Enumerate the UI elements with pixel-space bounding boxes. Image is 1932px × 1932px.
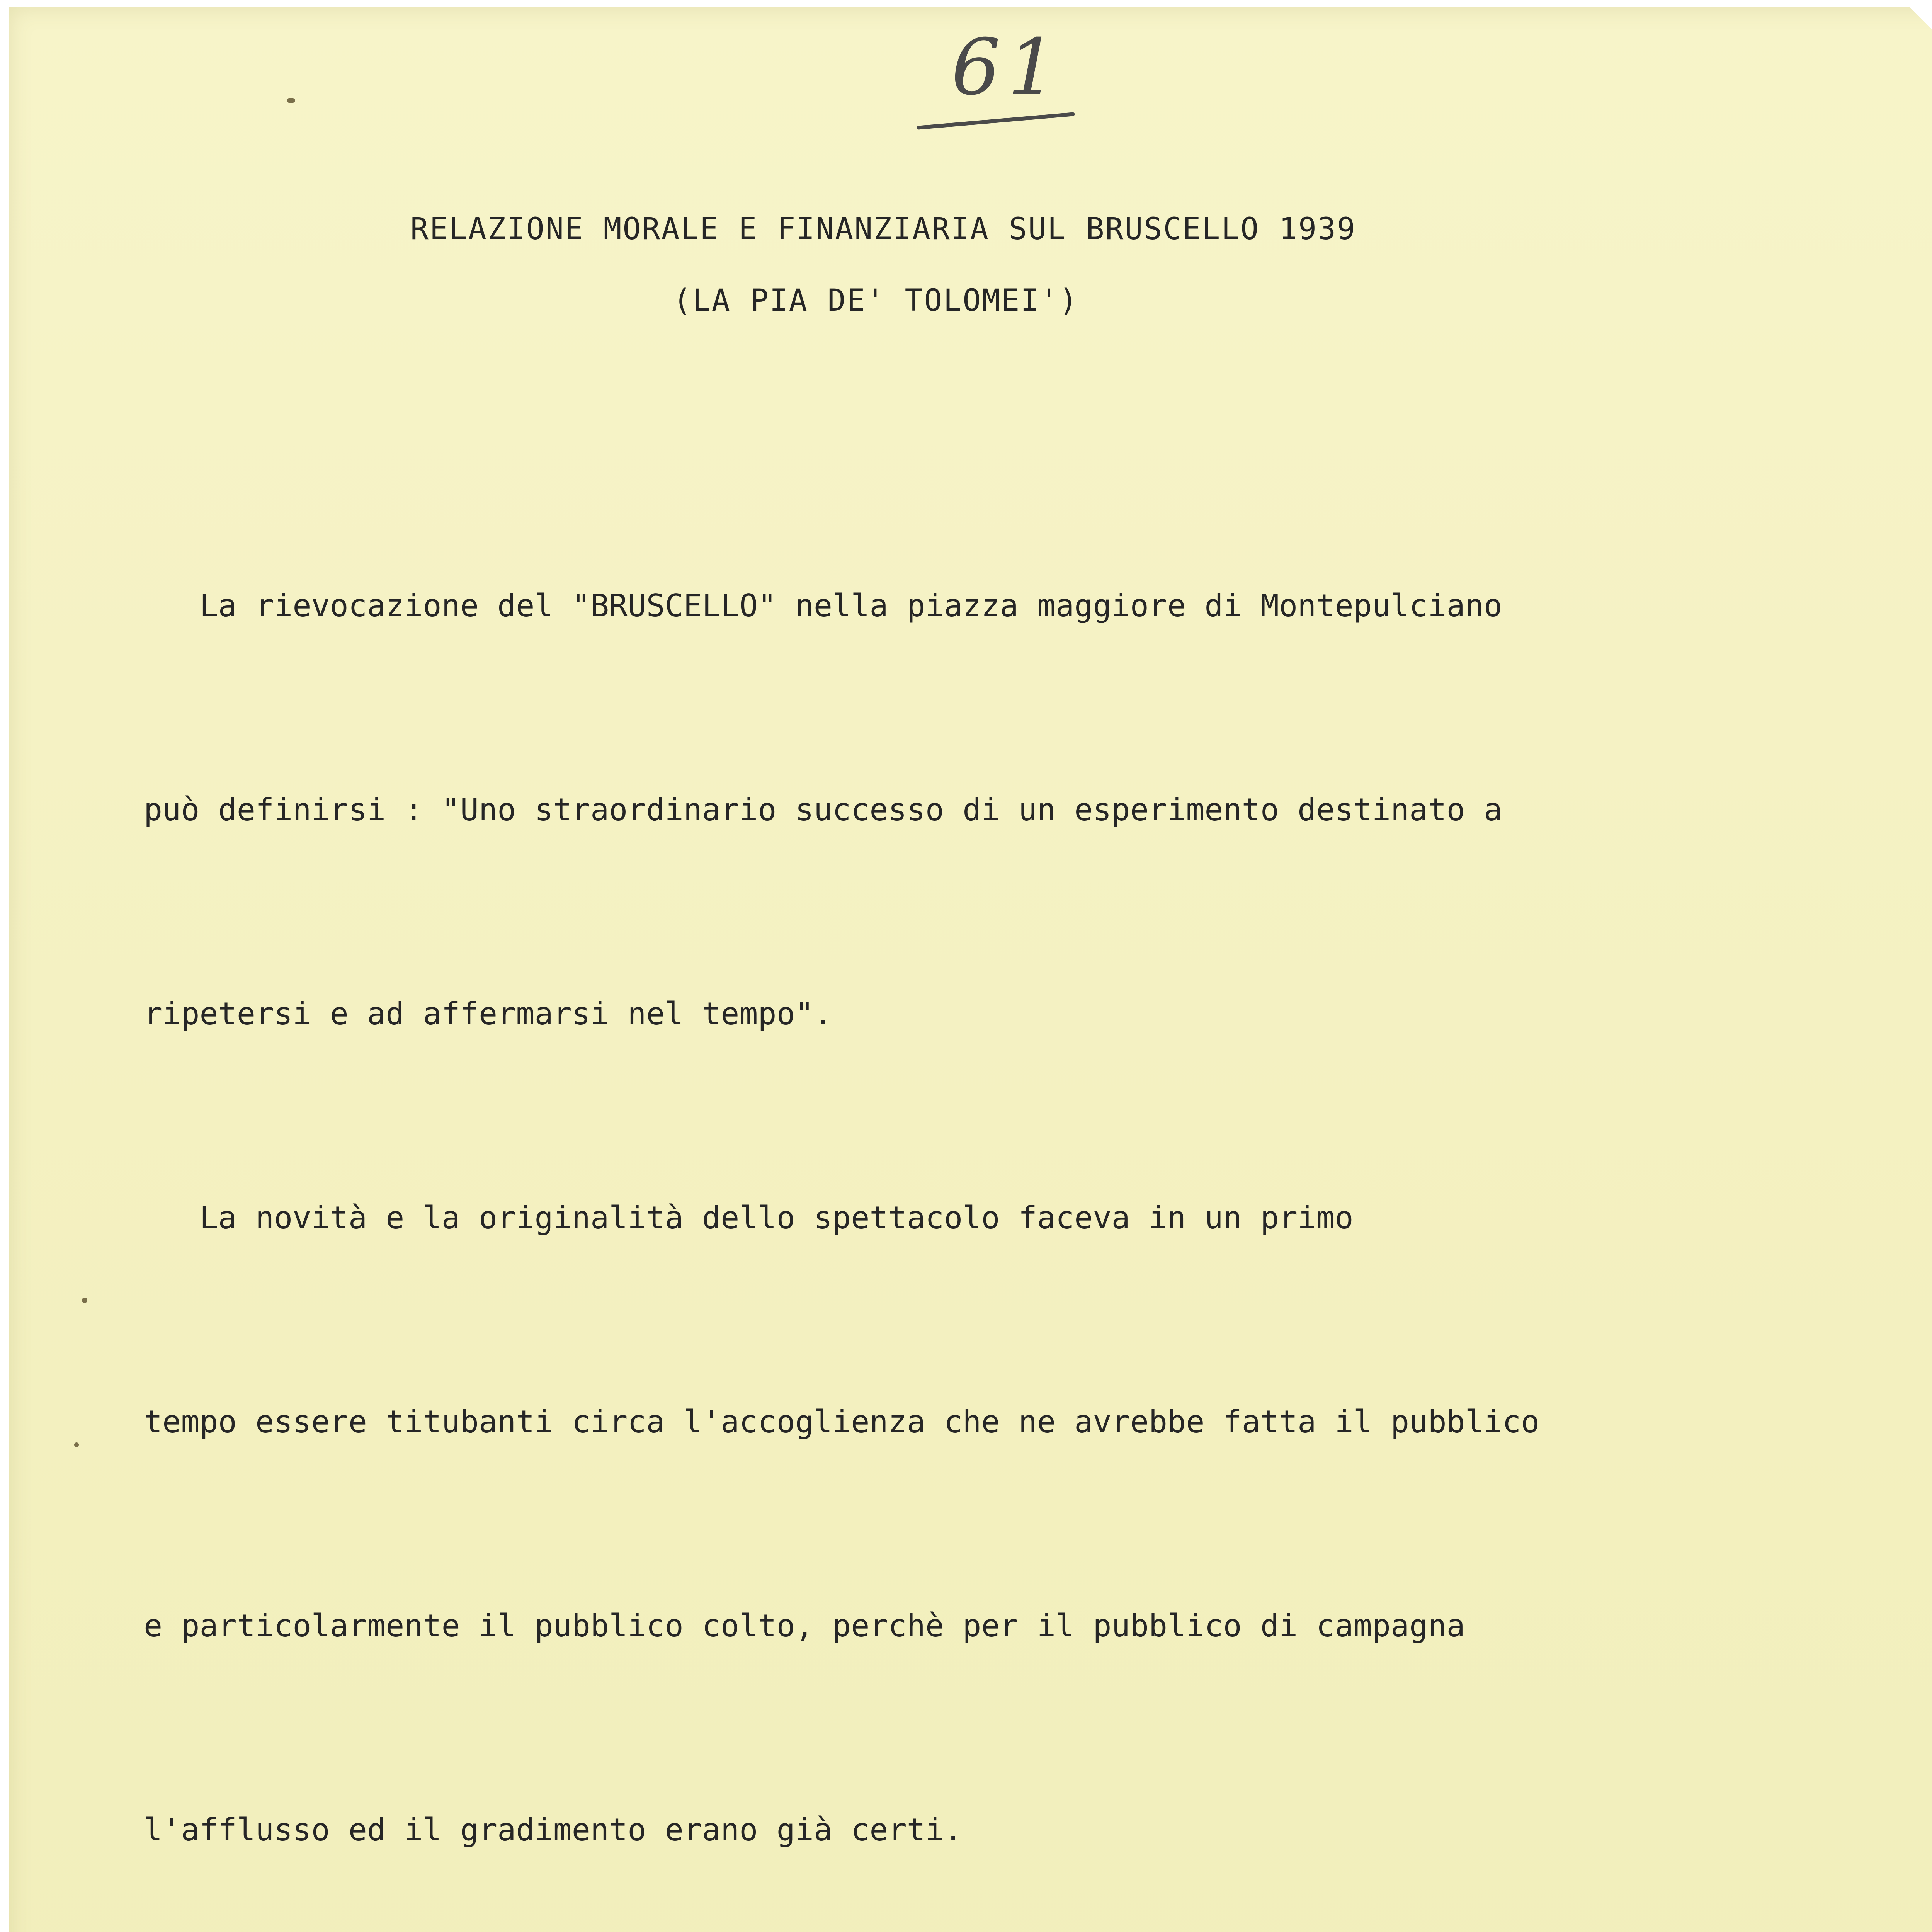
- line-text: e particolarmente il pubblico colto, perchè per il pubblico di campagna: [144, 1608, 1465, 1644]
- line-text: può definirsi : "Uno straordinario successo di un esperimento destinato a: [144, 792, 1502, 828]
- line-text: La rievocazione del "BRUSCELLO" nella piazza maggiore di Montepulciano: [199, 588, 1502, 624]
- paper-speck: [82, 1298, 87, 1303]
- text-line: [144, 572, 1577, 640]
- text-line: [144, 1184, 1577, 1252]
- text-line: [144, 1796, 1577, 1864]
- text-line: [144, 1388, 1577, 1456]
- line-text: ripetersi e ad affermarsi nel tempo".: [144, 996, 833, 1032]
- text-line: [144, 776, 1577, 844]
- line-indent: [144, 1200, 200, 1236]
- line-indent: [144, 588, 200, 624]
- paper-speck: [287, 98, 295, 103]
- line-text: l'afflusso ed il gradimento erano già certi.: [144, 1812, 963, 1848]
- line-text: tempo essere titubanti circa l'accoglienza che ne avrebbe fatta il pubblico: [144, 1404, 1540, 1440]
- document-page: [9, 7, 1932, 1932]
- document-title: RELAZIONE MORALE E FINANZIARIA SUL BRUSCELLO 1939: [410, 212, 1357, 247]
- handwritten-page-number: 61: [951, 22, 1064, 112]
- folded-corner: [1910, 7, 1932, 96]
- line-text: La novità e la originalità dello spettacolo faceva in un primo: [199, 1200, 1354, 1236]
- page-number-underline: [917, 112, 1075, 130]
- text-line: [144, 1592, 1577, 1660]
- document-subtitle: (LA PIA DE' TOLOMEI'): [673, 283, 1079, 318]
- paper-speck: [74, 1442, 79, 1447]
- document-body: [144, 436, 1577, 1932]
- text-line: [144, 980, 1577, 1048]
